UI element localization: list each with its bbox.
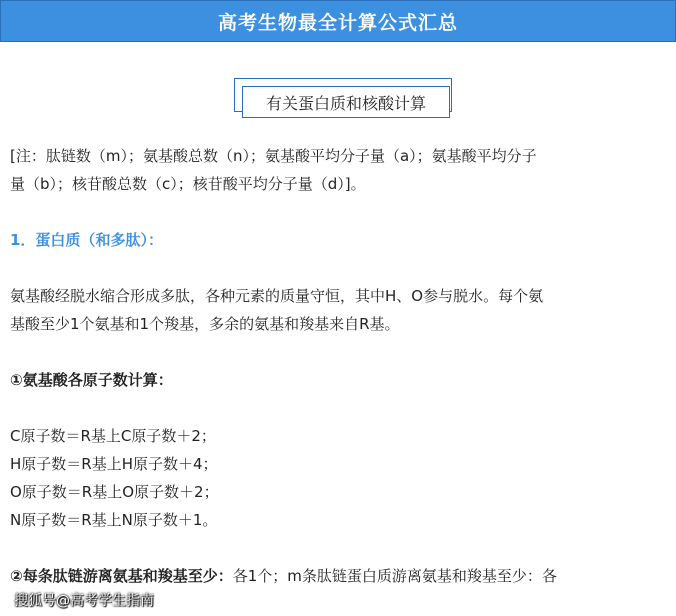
page-banner [0,0,676,42]
formula-hydrogen: H原子数＝R基上H原子数＋4； [10,455,218,473]
note-line-2: 量（b）；核苷酸总数（c）；核苷酸平均分子量（d）]。 [10,175,366,193]
paragraph-line-2: 基酸至少1个氨基和1个羧基，多余的氨基和羧基来自R基。 [10,315,400,333]
subheading-free-groups-bold: ②每条肽链游离氨基和羧基至少： [10,567,233,585]
watermark-handle: @高考学生指南 [56,593,154,609]
paragraph-line-1: 氨基酸经脱水缩合形成多肽，各种元素的质量守恒，其中H、O参与脱水。每个氨 [10,287,544,305]
subheading-free-groups-rest: 各1个；m条肽链蛋白质游离氨基和羧基至少：各 [232,567,557,585]
banner-title: 高考生物最全计算公式汇总 [217,11,458,34]
subheading-free-groups [10,562,670,590]
heading-protein: 1．蛋白质（和多肽）： [10,231,163,249]
subheading-atom-count: ①氨基酸各原子数计算： [10,371,173,389]
section-title: 有关蛋白质和核酸计算 [242,86,450,118]
watermark [14,590,154,610]
formula-nitrogen: N原子数＝R基上N原子数＋1。 [10,511,218,529]
watermark-prefix: 搜狐号 [14,593,56,609]
formula-oxygen: O原子数＝R基上O原子数＋2； [10,483,219,501]
formula-carbon: C原子数＝R基上C原子数＋2； [10,427,216,445]
section-title-box [234,78,452,112]
note-line-1: [注：肽链数（m）；氨基酸总数（n）；氨基酸平均分子量（a）；氨基酸平均分子 [10,147,537,165]
